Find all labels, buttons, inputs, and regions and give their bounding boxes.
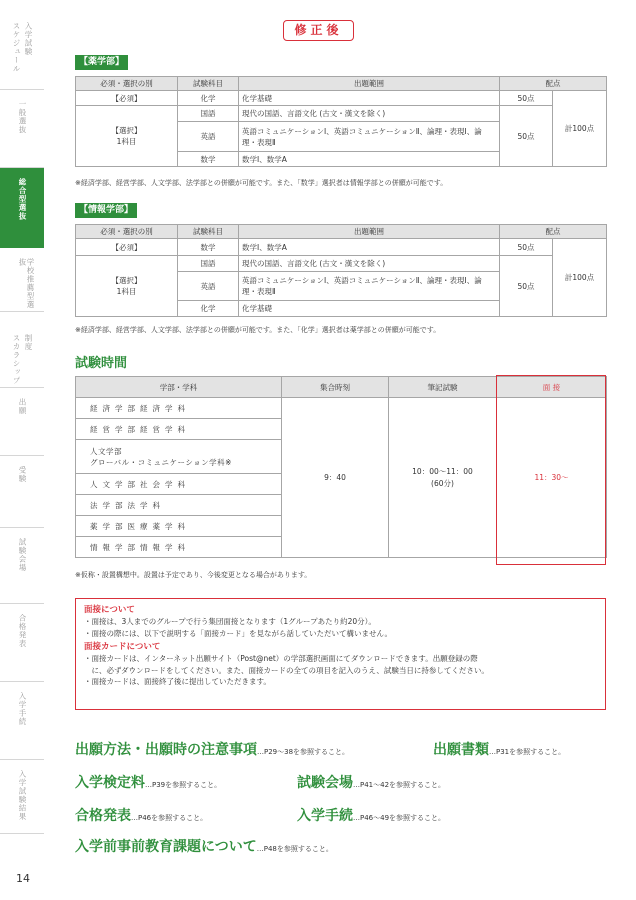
subject: 国語	[178, 106, 239, 122]
subject: 化学	[178, 91, 239, 106]
sidebar-item[interactable]	[0, 388, 44, 456]
sidebar-item-label: 出願	[18, 398, 27, 415]
scope: 化学基礎	[239, 91, 500, 106]
ref-exam-venue: 試験会場…P41〜42を参照すること。	[297, 775, 446, 791]
sidebar-item[interactable]	[0, 90, 44, 168]
sidebar-item[interactable]	[0, 456, 44, 528]
subject: 国語	[178, 256, 239, 272]
col-header: 配点	[500, 225, 607, 239]
interview-card-text: に、必ずダウンロードをしてください。また、面接カードの全ての項目を記入のうえ、試験当日に持参してください。	[84, 665, 489, 675]
scope: 英語コミュニケーションⅠ、英語コミュニケーションⅡ、論理・表現Ⅰ、論理・表現Ⅱ	[239, 272, 500, 301]
sidebar-item-label: 総合型選抜	[18, 178, 27, 221]
page-number: 14	[16, 872, 30, 885]
col-header: 試験科目	[178, 225, 239, 239]
subject: 数学	[178, 239, 239, 256]
exam-time-table	[75, 376, 607, 558]
col-header: 出題範囲	[239, 77, 500, 91]
sidebar-item-label: 入学試験結果	[18, 770, 27, 821]
department-row: 経済学部経済学科	[76, 398, 282, 419]
sidebar-item-label: 学校推薦型選抜	[18, 258, 35, 309]
revision-badge: 修正後	[283, 20, 354, 41]
scope: 化学基礎	[239, 301, 500, 317]
interview-title: 面接について	[84, 605, 135, 615]
interview-card-text: ・面接カードは、面接終了後に提出していただきます。	[84, 677, 271, 686]
pharmacy-header: 【薬学部】	[75, 55, 128, 70]
subject: 数学	[178, 152, 239, 167]
scope: 現代の国語、言語文化 (古文・漢文を除く)	[239, 106, 500, 122]
required-label: 【必須】	[76, 239, 178, 256]
ref-application-method: 出願方法・出願時の注意事項…P29〜38を参照すること。	[75, 742, 350, 758]
interview-info-box	[75, 598, 606, 710]
sidebar-item[interactable]	[0, 528, 44, 604]
points: 50点	[500, 91, 553, 106]
sidebar-item[interactable]	[0, 312, 44, 388]
scope: 数学Ⅰ、数学A	[239, 239, 500, 256]
side-navigation	[0, 0, 44, 900]
subject: 化学	[178, 301, 239, 317]
sidebar-item[interactable]	[0, 0, 44, 90]
points: 50点	[500, 239, 553, 256]
sidebar-item-label: スケジュール	[12, 22, 21, 73]
sidebar-item[interactable]	[0, 168, 44, 248]
department-row: 薬学部医療薬学科	[76, 516, 282, 537]
ref-exam-fee: 入学検定料…P39を参照すること。	[75, 775, 222, 791]
department-row: 人文学部 グローバル・コミュニケーション学科※	[76, 440, 282, 474]
pharmacy-note: ※経済学部、経営学部、人文学部、法学部との併願が可能です。また、「数学」選択者は情報学部との併願が可能です。	[75, 179, 448, 187]
ref-results: 合格発表…P46を参照すること。	[75, 808, 208, 824]
col-header: 配点	[500, 77, 607, 91]
informatics-exam-table	[75, 224, 607, 317]
department-row: 人文学部社会学科	[76, 474, 282, 495]
interview-time: 11：30〜	[497, 398, 607, 558]
col-header: 集合時刻	[282, 377, 389, 398]
required-label: 【必須】	[76, 91, 178, 106]
department-row: 法学部法学科	[76, 495, 282, 516]
sidebar-item-label: 制度	[24, 334, 33, 351]
department-row: 情報学部情報学科	[76, 537, 282, 558]
informatics-header: 【情報学部】	[75, 203, 137, 218]
elective-label: 【選択】 1科目	[76, 256, 178, 317]
interview-card-text: ・面接カードは、インターネット出願サイト（Post@net）の学部選択画面にてダウンロードできます。出願登録の際	[84, 654, 478, 663]
col-header: 面 接	[497, 377, 607, 398]
sidebar-item[interactable]	[0, 248, 44, 312]
sidebar-item-label: 入学手続	[18, 692, 27, 726]
subject: 英語	[178, 122, 239, 152]
col-header: 必須・選択の別	[76, 225, 178, 239]
ref-application-documents: 出願書類…P31を参照すること。	[433, 742, 566, 758]
informatics-note: ※経済学部、経営学部、人文学部、法学部との併願が可能です。また、「化学」選択者は薬学部との併願が可能です。	[75, 326, 441, 334]
ref-enrollment: 入学手続…P46〜49を参照すること。	[297, 808, 446, 824]
sidebar-item[interactable]	[0, 760, 44, 834]
sidebar-item-label: 合格発表	[18, 614, 27, 648]
written-exam-time: 10：00〜11：00 (60分)	[389, 398, 497, 558]
exam-time-title: 試験時間	[75, 356, 128, 371]
scope: 現代の国語、言語文化 (古文・漢文を除く)	[239, 256, 500, 272]
sidebar-item[interactable]	[0, 604, 44, 682]
schedule-note: ※仮称・設置構想中。設置は予定であり、今後変更となる場合があります。	[75, 571, 312, 579]
sidebar-item-label: 一般選抜	[18, 100, 27, 134]
sidebar-item[interactable]	[0, 682, 44, 760]
assembly-time: 9：40	[282, 398, 389, 558]
col-header: 筆記試験	[389, 377, 497, 398]
subject: 英語	[178, 272, 239, 301]
scope: 数学Ⅰ、数学A	[239, 152, 500, 167]
sidebar-item-label: 入学試験	[24, 22, 33, 56]
total-points: 計100点	[553, 91, 607, 167]
total-points: 計100点	[553, 239, 607, 317]
col-header: 学部・学科	[76, 377, 282, 398]
elective-label: 【選択】 1科目	[76, 106, 178, 167]
department-row: 経営学部経営学科	[76, 419, 282, 440]
pharmacy-exam-table	[75, 76, 607, 167]
sidebar-item-label: 試験会場	[18, 538, 27, 572]
col-header: 出題範囲	[239, 225, 500, 239]
interview-text: ・面接の際には、以下で説明する「面接カード」を見ながら話していただいて構いません。	[84, 628, 392, 638]
col-header: 必須・選択の別	[76, 77, 178, 91]
sidebar-item-label: スカラシップ	[12, 334, 21, 385]
points: 50点	[500, 256, 553, 317]
sidebar-item-label: 受験	[18, 466, 27, 483]
col-header: 試験科目	[178, 77, 239, 91]
points: 50点	[500, 106, 553, 167]
interview-card-title: 面接カードについて	[84, 642, 161, 652]
scope: 英語コミュニケーションⅠ、英語コミュニケーションⅡ、論理・表現Ⅰ、論理・表現Ⅱ	[239, 122, 500, 152]
ref-pre-education: 入学前事前教育課題について…P48を参照すること。	[75, 839, 333, 855]
interview-text: ・面接は、3人までのグループで行う集団面接となります（1グループあたり約20分）。	[84, 617, 376, 626]
